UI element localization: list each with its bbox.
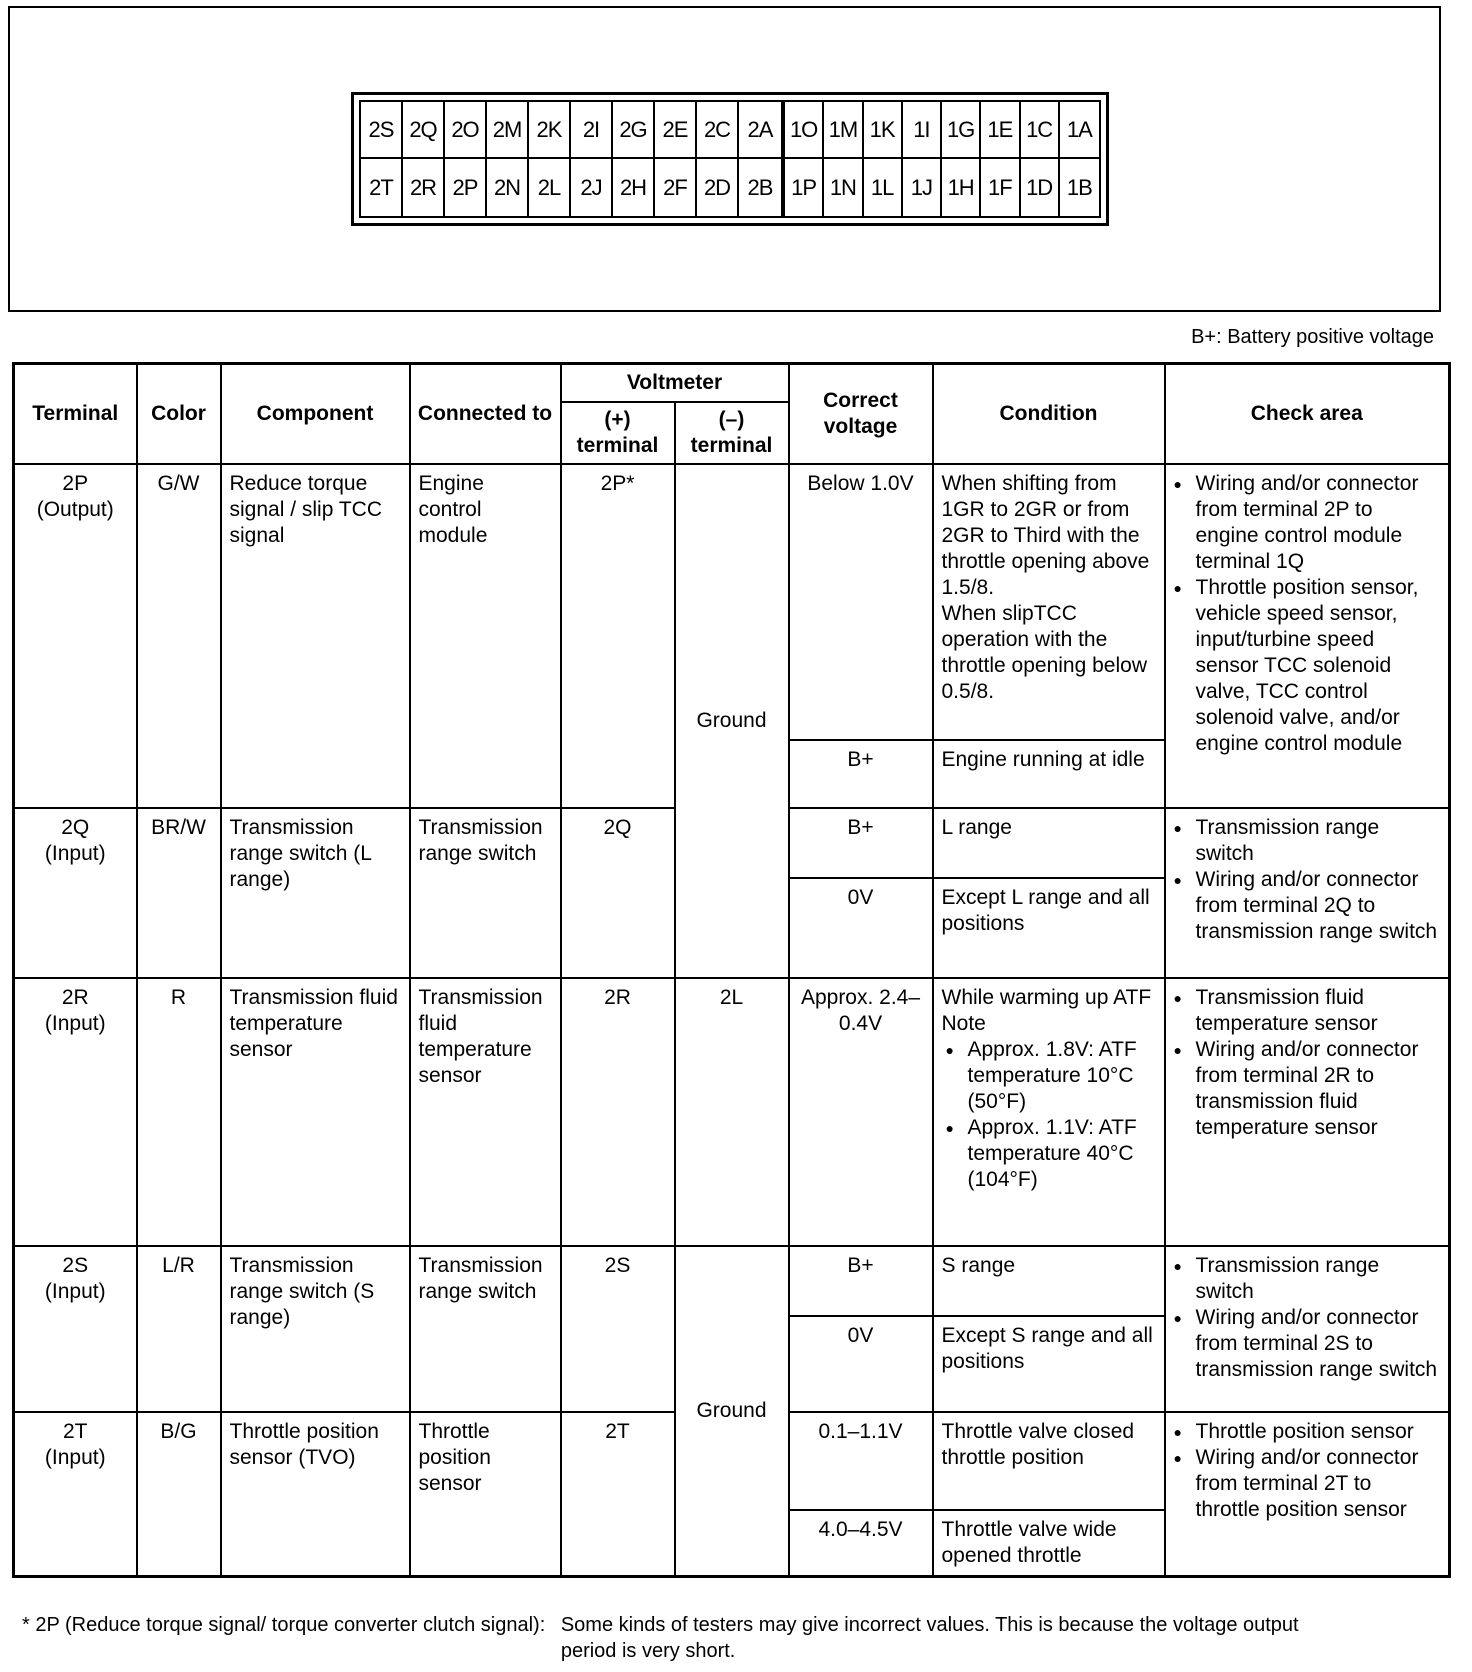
note-item: ● Approx. 1.8V: ATF temperature 10°C (50°F) (942, 1037, 1156, 1115)
check-item: ● Wiring and/or connector from terminal 2R to transmission fluid temperature sensor (1174, 1037, 1441, 1141)
cell-voltage: B+ (789, 1246, 933, 1316)
terminal-id: 2T (62, 1419, 88, 1443)
pin: 1A (1060, 102, 1099, 159)
cell-connected-to: Engine control module (410, 464, 561, 808)
cell-check-area (1165, 1246, 1450, 1412)
cell-minus-terminal-ground: Ground (675, 1246, 789, 1577)
check-item: ● Wiring and/or connector from terminal 2T to throttle position sensor (1174, 1445, 1441, 1523)
cell-terminal-2q (14, 808, 137, 978)
pin: 1H (942, 159, 981, 216)
pin: 2T (361, 159, 403, 216)
header-correct-voltage: Correct voltage (789, 364, 933, 464)
cell-connected-to: Transmission range switch (410, 808, 561, 978)
terminal-id: 2P (62, 471, 89, 495)
cell-check-area (1165, 978, 1450, 1246)
check-item: ● Transmission fluid temperature sensor (1174, 985, 1441, 1037)
connector-face (351, 92, 1109, 226)
cell-component: Transmission fluid temperature sensor (221, 978, 410, 1246)
terminal-id: 2Q (61, 815, 90, 839)
pin: 1K (864, 102, 903, 159)
cell-terminal-2s (14, 1246, 137, 1412)
cell-condition: Throttle valve closed throttle position (933, 1412, 1165, 1510)
check-item: ● Transmission range switch (1174, 1253, 1441, 1305)
check-item: ● Wiring and/or connector from terminal 2P to engine control module terminal 1Q (1174, 471, 1441, 575)
cell-condition: S range (933, 1246, 1165, 1316)
cell-minus-terminal-ground: Ground (675, 464, 789, 978)
terminal-direction: (Input) (44, 1445, 106, 1469)
pin: 1B (1066, 174, 1092, 200)
cell-condition: Except S range and all positions (933, 1316, 1165, 1412)
cell-color: G/W (137, 464, 221, 808)
header-plus-terminal: (+) terminal (561, 402, 675, 464)
pin: 1N (824, 159, 863, 216)
cell-component: Transmission range switch (L range) (221, 808, 410, 978)
pin: 2M (487, 102, 529, 159)
cell-condition: Except L range and all positions (933, 878, 1165, 978)
cell-terminal-2r (14, 978, 137, 1246)
connector-block-2 (361, 102, 785, 216)
cell-color: R (137, 978, 221, 1246)
cell-condition: Engine running at idle (933, 740, 1165, 808)
pin: 1M (824, 102, 863, 159)
terminal-direction: (Input) (44, 841, 106, 865)
check-item: ● Throttle position sensor, vehicle speed sensor, input/turbine speed sensor TCC solenoid valve, TCC control solenoid valve, and/or engine control module (1174, 575, 1441, 757)
pin: 2N (487, 159, 529, 216)
check-item: ● Throttle position sensor (1174, 1419, 1441, 1445)
cell-check-area (1165, 464, 1450, 808)
pin: 2A (739, 102, 781, 159)
cell-voltage: Approx. 2.4–0.4V (789, 978, 933, 1246)
pin: 2P (445, 159, 487, 216)
pin: 2I (571, 102, 613, 159)
header-condition: Condition (933, 364, 1165, 464)
pin: 2Q (403, 102, 445, 159)
note-item: ● Approx. 1.1V: ATF temperature 40°C (104°F) (942, 1115, 1156, 1193)
cell-terminal-2t (14, 1412, 137, 1577)
cell-plus-terminal: 2S (561, 1246, 675, 1412)
cell-component: Throttle position sensor (TVO) (221, 1412, 410, 1577)
header-check-area: Check area (1165, 364, 1450, 464)
pin: 1P (785, 159, 824, 216)
check-item: ● Transmission range switch (1174, 815, 1441, 867)
pin: 1E (981, 102, 1020, 159)
pin: 2R (403, 159, 445, 216)
cell-condition (933, 978, 1165, 1246)
pin: 2H (613, 159, 655, 216)
cell-plus-terminal: 2Q (561, 808, 675, 978)
cell-voltage: Below 1.0V (789, 464, 933, 740)
terminal-table (12, 362, 1451, 1578)
check-item: ● Wiring and/or connector from terminal 2Q to transmission range switch (1174, 867, 1441, 945)
terminal-id: 2S (62, 1253, 89, 1277)
cell-check-area (1165, 808, 1450, 978)
cell-component: Reduce torque signal / slip TCC signal (221, 464, 410, 808)
cell-condition: L range (933, 808, 1165, 878)
condition-line: When slipTCC operation with the throttle opening below 0.5/8. (941, 601, 1147, 703)
cell-condition (933, 464, 1165, 740)
pin: 2C (697, 102, 739, 159)
pin: 2L (529, 159, 571, 216)
pin: 1F (981, 159, 1020, 216)
cell-voltage: B+ (789, 740, 933, 808)
cell-connected-to: Transmission fluid temperature sensor (410, 978, 561, 1246)
cell-voltage: 0.1–1.1V (789, 1412, 933, 1510)
header-minus-terminal: (–) terminal (675, 402, 789, 464)
cell-voltage: B+ (789, 808, 933, 878)
pin: 1I (903, 102, 942, 159)
terminal-id: 2R (61, 985, 89, 1009)
pin: 1G (942, 102, 981, 159)
pin: 2K (529, 102, 571, 159)
pin: 2S (361, 102, 403, 159)
pin: 1L (864, 159, 903, 216)
cell-minus-terminal: 2L (675, 978, 789, 1246)
terminal-direction: (Output) (36, 497, 114, 521)
cell-voltage: 0V (789, 878, 933, 978)
pin: 2D (697, 159, 739, 216)
footnote (22, 1612, 1442, 1664)
terminal-direction: (Input) (44, 1279, 106, 1303)
terminal-direction: (Input) (44, 1011, 106, 1035)
pin: 1J (903, 159, 942, 216)
pin: 2G (613, 102, 655, 159)
cell-plus-terminal: 2T (561, 1412, 675, 1577)
cell-color: L/R (137, 1246, 221, 1412)
connector-diagram (8, 6, 1441, 312)
pin: 2B (747, 174, 773, 200)
cell-color: B/G (137, 1412, 221, 1577)
pin: 2O (445, 102, 487, 159)
cell-component: Transmission range switch (S range) (221, 1246, 410, 1412)
cell-plus-terminal: 2R (561, 978, 675, 1246)
connector-block-1 (785, 102, 1099, 216)
pin: 2F (655, 159, 697, 216)
cell-connected-to: Throttle position sensor (410, 1412, 561, 1577)
cell-plus-terminal: 2P* (561, 464, 675, 808)
pin: 1O (785, 102, 824, 159)
pin: 1C (1021, 102, 1060, 159)
legend-note: B+: Battery positive voltage (1191, 326, 1434, 348)
cell-voltage: 4.0–4.5V (789, 1510, 933, 1577)
pin: 2E (655, 102, 697, 159)
header-color: Color (137, 364, 221, 464)
cell-connected-to: Transmission range switch (410, 1246, 561, 1412)
pin: 2J (571, 159, 613, 216)
cell-color: BR/W (137, 808, 221, 978)
condition-line: When shifting from 1GR to 2GR or from 2GR to Third with the throttle opening above 1.5/8. (941, 471, 1150, 599)
header-terminal: Terminal (14, 364, 137, 464)
cell-check-area (1165, 1412, 1450, 1577)
note-label: Note (941, 1011, 986, 1035)
header-connected-to: Connected to (410, 364, 561, 464)
cell-voltage: 0V (789, 1316, 933, 1412)
header-component: Component (221, 364, 410, 464)
condition-line: While warming up ATF (941, 985, 1152, 1009)
pin: 1D (1021, 159, 1060, 216)
footnote-label: * 2P (Reduce torque signal/ torque converter clutch signal): (22, 1614, 546, 1636)
footnote-text: Some kinds of testers may give incorrect values. This is because the voltage output period is very short. (560, 1614, 1299, 1662)
cell-condition: Throttle valve wide opened throttle (933, 1510, 1165, 1577)
header-voltmeter: Voltmeter (561, 364, 789, 402)
cell-terminal-2p (14, 464, 137, 808)
check-item: ● Wiring and/or connector from terminal 2S to transmission range switch (1174, 1305, 1441, 1383)
